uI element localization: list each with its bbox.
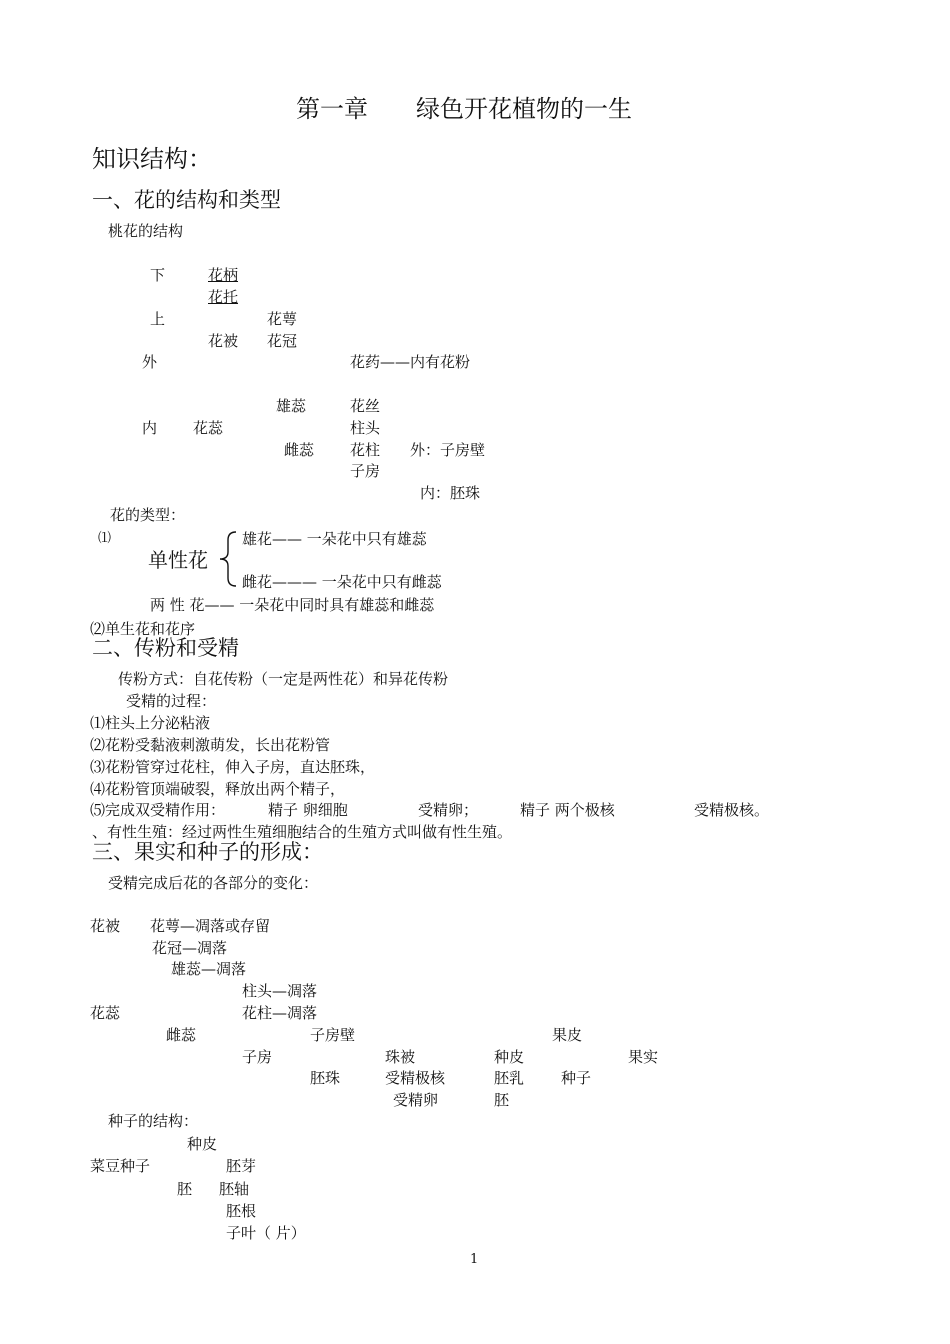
c-perianth: 花被: [90, 917, 121, 935]
section3-heading: 三、果实和种子的形成：: [92, 840, 323, 864]
c-endosperm: 胚乳: [494, 1069, 525, 1087]
fert-step-5: ⑸完成双受精作用：: [90, 801, 226, 819]
c-ovule: 胚珠: [310, 1069, 341, 1087]
fert-step-2: ⑵花粉受黏液刺激萌发，长出花粉管: [90, 736, 331, 754]
male-flower: 雄花—— 一朵花中只有雄蕊: [242, 530, 427, 548]
label-upper: 上: [150, 310, 166, 328]
c-seed-coat: 种皮: [494, 1048, 525, 1066]
c-fruit: 果实: [628, 1048, 659, 1066]
label-filament: 花丝: [350, 397, 381, 415]
label-ovary-wall: 外：子房壁: [410, 441, 486, 459]
bisexual-flower: 两 性 花—— 一朵花中同时具有雄蕊和雌蕊: [150, 596, 435, 614]
label-perianth: 花被: [208, 332, 239, 350]
fert-step-5-sperm-polar: 精子 两个极核: [520, 801, 615, 819]
c-corolla: 花冠—凋落: [152, 939, 228, 957]
label-pistil: 雌蕊: [284, 441, 315, 459]
c-integument: 珠被: [385, 1048, 416, 1066]
c-pericarp: 果皮: [552, 1026, 583, 1044]
c-zygote: 受精卵: [393, 1091, 439, 1109]
s-embryo: 胚: [177, 1180, 193, 1198]
sexual-reproduction: 、有性生殖：经过两性生殖细胞结合的生殖方式叫做有性生殖。: [92, 823, 513, 841]
label-lower: 下: [150, 266, 166, 284]
label-stamen-pistil: 花蕊: [193, 419, 224, 437]
label-anther: 花药——内有花粉: [350, 353, 471, 371]
s-cotyledon: 子叶（ 片）: [226, 1224, 306, 1242]
s-plumule: 胚芽: [226, 1157, 257, 1175]
seed-structure-heading: 种子的结构：: [108, 1112, 199, 1130]
changes-heading: 受精完成后花的各部分的变化：: [108, 874, 319, 892]
section1-heading: 一、花的结构和类型: [92, 188, 281, 212]
female-flower: 雌花——— 一朵花中只有雌蕊: [242, 573, 442, 591]
s-hypocotyl: 胚轴: [219, 1180, 250, 1198]
fert-step-1: ⑴柱头上分泌粘液: [90, 714, 211, 732]
c-stamen-pistil: 花蕊: [90, 1004, 121, 1022]
label-receptacle: 花托: [208, 288, 239, 306]
label-inner: 内: [142, 419, 158, 437]
c-stamen: 雄蕊—凋落: [171, 960, 247, 978]
label-outer: 外: [142, 353, 158, 371]
label-corolla: 花冠: [267, 332, 298, 350]
c-calyx: 花萼—凋落或存留: [150, 917, 271, 935]
s-bean-seed: 菜豆种子: [90, 1157, 151, 1175]
fert-step-5-zygote: 受精卵；: [418, 801, 479, 819]
unisexual-flower: 单性花: [148, 548, 208, 572]
item-number-1: ⑴: [98, 531, 112, 546]
label-style: 花柱: [350, 441, 381, 459]
c-seed: 种子: [561, 1069, 592, 1087]
knowledge-heading: 知识结构：: [92, 145, 212, 173]
brace: [216, 530, 240, 588]
c-ovary-wall: 子房壁: [310, 1026, 356, 1044]
section2-heading: 二、传粉和受精: [92, 636, 239, 660]
pollination-methods: 传粉方式：自花传粉（一定是两性花）和异花传粉: [118, 670, 449, 688]
fertilization-heading: 受精的过程：: [126, 692, 217, 710]
fert-step-4: ⑷花粉管顶端破裂，释放出两个精子，: [90, 780, 346, 798]
c-pistil: 雌蕊: [166, 1026, 197, 1044]
label-stamen: 雄蕊: [276, 397, 307, 415]
page-number: 1: [470, 1252, 479, 1267]
c-ovary: 子房: [242, 1048, 273, 1066]
s-seed-coat: 种皮: [187, 1135, 218, 1153]
fert-step-3: ⑶花粉管穿过花柱，伸入子房，直达胚珠，: [90, 758, 376, 776]
c-stigma: 柱头—凋落: [242, 982, 318, 1000]
peach-structure-heading: 桃花的结构: [108, 222, 184, 240]
label-stigma: 柱头: [350, 419, 381, 437]
page-title: 第一章 绿色开花植物的一生: [296, 95, 632, 123]
c-polar-fert: 受精极核: [385, 1069, 446, 1087]
fert-step-5-polar-fert: 受精极核。: [694, 801, 770, 819]
label-ovule: 内：胚珠: [420, 484, 481, 502]
c-embryo: 胚: [494, 1091, 510, 1109]
c-style: 花柱—凋落: [242, 1004, 318, 1022]
label-calyx: 花萼: [267, 310, 298, 328]
single-inflorescence: ⑵单生花和花序: [90, 620, 196, 638]
label-pedicel: 花柄: [208, 266, 239, 284]
fert-step-5-sperm-egg: 精子 卵细胞: [268, 801, 348, 819]
s-radicle: 胚根: [226, 1202, 257, 1220]
label-ovary: 子房: [350, 462, 381, 480]
flower-types-heading: 花的类型：: [110, 506, 186, 524]
